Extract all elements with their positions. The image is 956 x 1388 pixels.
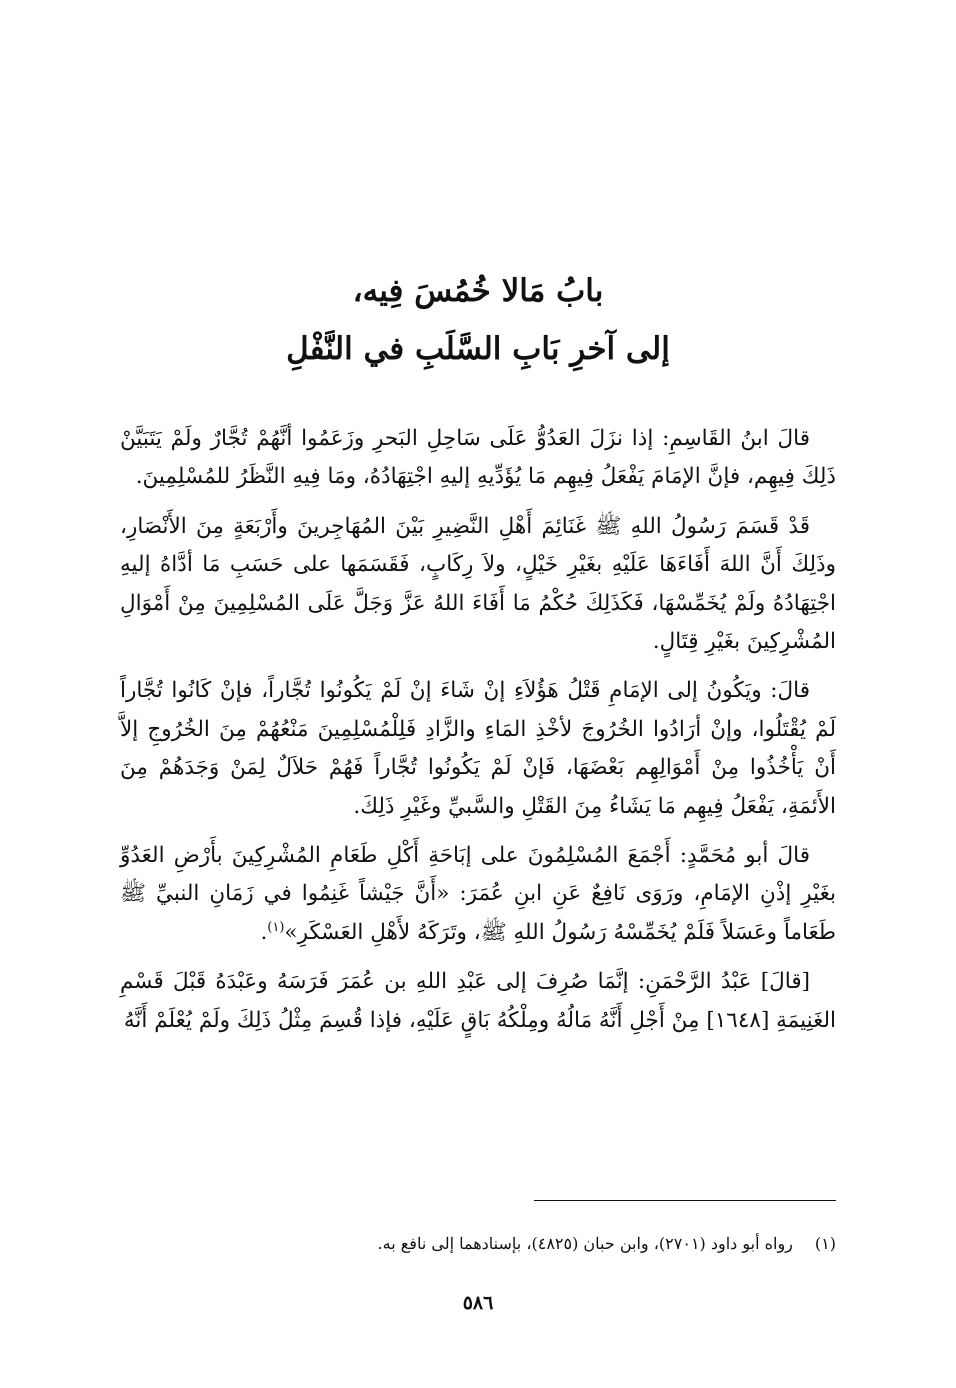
footnote <box>120 1232 836 1256</box>
chapter-title <box>0 262 956 378</box>
paragraph-5-text: [قالَ] عَبْدُ الرَّحْمَنِ: إنَّمَا صُرِفَ إلى عَبْدِ اللهِ بن عُمَرَ فَرَسَهُ وعَبْدَهُ قَبْلَ قَسْمِ الغَنِيمَةِ [١٦٤٨] مِنْ أَجْلِ أَنَّهُ مَالُهُ ومِلْكُهُ بَاقٍ عَلَيْهِ، فإذا قُسِمَ مِثْلُ ذَلِكَ ولَمْ يُعْلَمْ أَنَّهُ <box>120 969 836 1033</box>
footnote-reference: (١) <box>267 919 285 935</box>
paragraph-2 <box>120 508 836 662</box>
paragraph-1 <box>120 420 836 497</box>
main-text <box>120 420 836 1051</box>
footnote-divider <box>534 1200 836 1201</box>
paragraph-1-text: قالَ ابنُ القَاسِمِ: إذا نزَلَ العَدُوُّ عَلَى سَاحِلِ البَحرِ وزَعَمُوا أنَّهُمْ تُجَّارٌ ولَمْ يَتَبَيَّنْ ذَلِكَ فِيهِم، فإنَّ الإمَامَ يَفْعَلُ فِيهِم مَا يُؤَدِّيهِ إليهِ اجْتِهَادُهُ، ومَا فِيهِ النَّظَرُ للمُسْلِمِينَ. <box>120 426 836 490</box>
chapter-title-line-1: بابُ مَالا خُمُسَ فِيه، <box>352 273 604 309</box>
paragraph-3 <box>120 672 836 826</box>
paragraph-4 <box>120 837 836 952</box>
paragraph-4-text: قالَ أبو مُحَمَّدٍ: أَجْمَعَ المُسْلِمُونَ على إبَاحَةِ أَكْلِ طَعَامِ المُشْرِكِينَ بأَرْضِ العَدُوِّ بغَيْرِ إذْنِ الإمَامِ، ورَوَى نَافِعٌ عَنِ ابنِ عُمَرَ: «أَنَّ جَيْشاً غَنِمُوا في زَمَانِ النبيِّ ﷺ طَعَاماً وعَسَلاً فَلَمْ يُخَمِّسْهُ رَسُولُ اللهِ ﷺ، وتَرَكَهُ لأَهْلِ العَسْكَرِ» <box>120 843 836 945</box>
footnote-number: (١) <box>814 1234 836 1253</box>
footnote-text: رواه أبو داود (٢٧٠١)، وابن حبان (٤٨٢٥)، بإسنادهما إلى نافع به. <box>377 1234 793 1253</box>
paragraph-5 <box>120 963 836 1040</box>
paragraph-3-text: قالَ: ويَكُونُ إلى الإمَامِ قَتْلُ هَؤُلاَءِ إنْ شَاءَ إنْ لَمْ يَكُونُوا تُجَّاراً، فإنْ كَانُوا تُجَّاراً لَمْ يُقْتَلُوا، وإنْ أرَادُوا الخُرُوجَ لأخْذِ المَاءِ والزَّادِ فَلِلْمُسْلِمِينَ مَنْعُهُمْ مِنَ الخُرُوجِ إلاَّ أَنْ يَأْخُذُوا مِنْ أَمْوَالِهِم بَعْضَهَا، فَإنْ لَمْ يَكُونُوا تُجَّاراً فَهُمْ حَلاَلٌ لِمَنْ وَجَدَهُمْ مِنَ الأَئمَةِ، يَفْعَلُ فِيهِم مَا يَشَاءُ مِنَ القَتْلِ والسَّبيِّ وغَيْرِ ذَلِكَ. <box>120 678 836 819</box>
paragraph-2-text: قَدْ قَسَمَ رَسُولُ اللهِ ﷺ غَنَائِمَ أَهْلِ النَّضِيرِ بَيْنَ المُهَاجِرينَ وأَرْبَعَةٍ مِنَ الأَنْصَارِ، وذَلِكَ أَنَّ اللهَ أَفَاءَهَا عَلَيْهِ بغَيْرِ خَيْلٍ، ولاَ رِكَابٍ، فَقَسَمَها على حَسَبِ مَا أدَّاهُ إليهِ اجْتِهَادُهُ ولَمْ يُخَمِّسْهَا، فَكَذَلِكَ حُكْمُ مَا أَفَاءَ اللهُ عَزَّ وَجَلَّ عَلَى المُسْلِمِينَ مِنْ أَمْوَالِ المُشْرِكِينَ بغَيْرِ قِتَالٍ. <box>120 513 836 655</box>
page-number: ٥٨٦ <box>462 1292 494 1314</box>
paragraph-4-tail: . <box>260 919 268 945</box>
chapter-title-line-2: إلى آخرِ بَابِ السَّلَبِ في النَّفْلِ <box>286 331 670 367</box>
